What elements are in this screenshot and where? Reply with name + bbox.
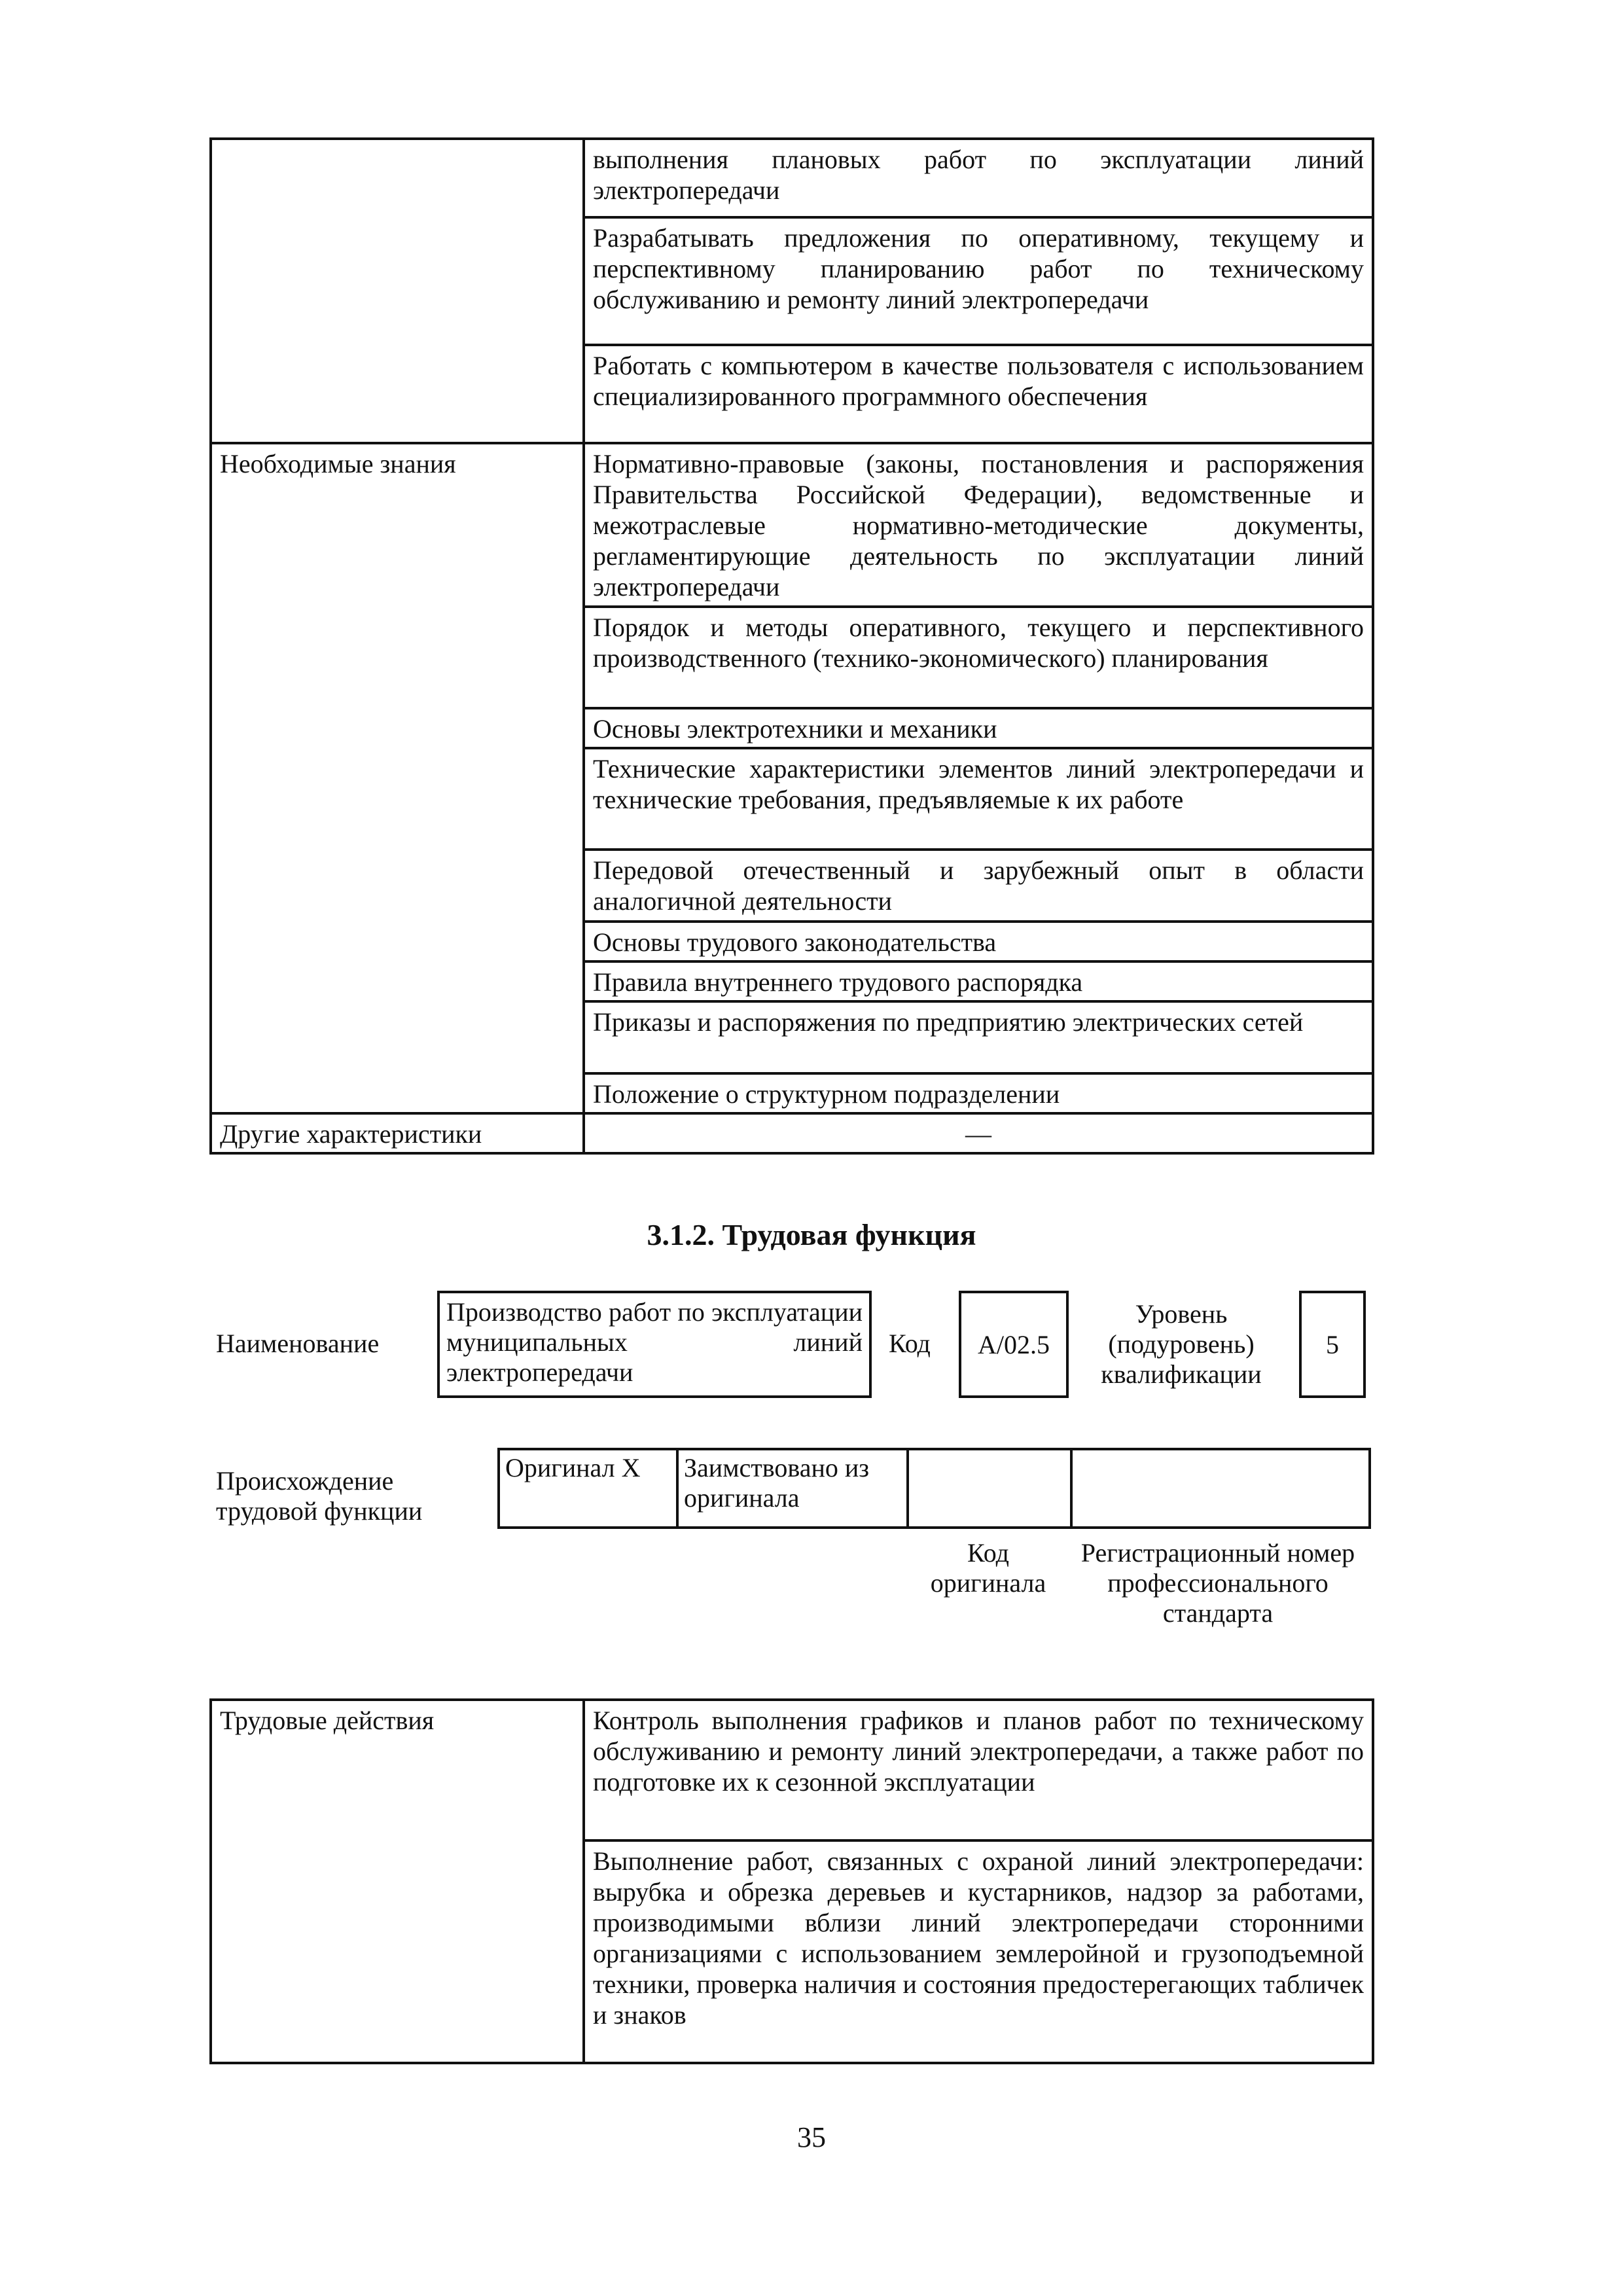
name-label: Наименование	[216, 1329, 380, 1358]
other-label: Другие характеристики	[211, 1113, 584, 1153]
original-mark: X	[621, 1453, 641, 1482]
code-label: Код	[889, 1329, 931, 1358]
knowledge-table	[209, 137, 1374, 1155]
code-value: A/02.5	[978, 1330, 1050, 1359]
action-item: Контроль выполнения графиков и планов работ по техническому обслуживанию и ремонту линий электропередачи, а также работ по подготовке их к сезонной эксплуатации	[584, 1700, 1373, 1840]
section-heading: 3.1.2. Трудовая функция	[647, 1218, 976, 1251]
page-number: 35	[797, 2121, 826, 2153]
knowledge-item: Положение о структурном подразделении	[584, 1073, 1373, 1113]
knowledge-label: Необходимые знания	[211, 443, 584, 1113]
knowledge-item: Порядок и методы оперативного, текущего и перспективного производственного (технико-экономического) планирования	[584, 607, 1373, 708]
knowledge-item: Правила внутреннего трудового распорядка	[584, 961, 1373, 1001]
skill-item: Работать с компьютером в качестве пользователя с использованием специализированного программного обеспечения	[584, 345, 1373, 443]
action-item: Выполнение работ, связанных с охраной линий электропередачи: вырубка и обрезка деревьев и кустарников, надзор за работами, производимыми вблизи линий электропередачи сторонними организациями с использованием землеройной и грузоподъемной техники, проверка наличия и состояния предостерегающих табличек и знаков	[584, 1840, 1373, 2063]
level-label: Уровень (подуровень) квалификации	[1101, 1299, 1262, 1389]
knowledge-item: Приказы и распоряжения по предприятию электрических сетей	[584, 1001, 1373, 1073]
knowledge-item: Основы трудового законодательства	[584, 922, 1373, 961]
borrowed-label: Заимствовано из оригинала	[684, 1453, 870, 1513]
skill-item: выполнения плановых работ по эксплуатации линий электропередачи	[584, 139, 1373, 217]
knowledge-item: Технические характеристики элементов линий электропередачи и технические требования, предъявляемые к их работе	[584, 748, 1373, 850]
name-value-box	[437, 1291, 872, 1398]
original-cell	[500, 1450, 679, 1526]
code-caption: Код оригинала	[930, 1538, 1046, 1598]
level-value-box	[1299, 1291, 1366, 1398]
skill-item: Разрабатывать предложения по оперативному, текущему и перспективному планированию работ по техническому обслуживанию и ремонту линий электропередачи	[584, 217, 1373, 345]
knowledge-item: Основы электротехники и механики	[584, 708, 1373, 748]
actions-label: Трудовые действия	[211, 1700, 584, 2063]
knowledge-item: Передовой отечественный и зарубежный опыт в области аналогичной деятельности	[584, 850, 1373, 922]
original-label: Оригинал	[505, 1453, 615, 1482]
labor-actions-table	[209, 1698, 1374, 2064]
registration-number-cell	[1073, 1450, 1368, 1526]
code-value-box	[959, 1291, 1069, 1398]
other-value: —	[584, 1113, 1373, 1153]
skills-label-cell	[211, 139, 584, 443]
level-value: 5	[1326, 1330, 1339, 1359]
knowledge-item: Нормативно-правовые (законы, постановления и распоряжения Правительства Российской Федерации), ведомственные и межотраслевые нормативно-методические документы, регламентирующие деятельность по эксплуатации линий электропередачи	[584, 443, 1373, 607]
borrowed-cell	[679, 1450, 909, 1526]
reg-caption: Регистрационный номер профессионального стандарта	[1080, 1538, 1355, 1628]
name-value: Производство работ по эксплуатации муниципальных линий электропередачи	[446, 1297, 863, 1387]
origin-label: Происхождение трудовой функции	[216, 1466, 423, 1526]
origin-table	[497, 1448, 1371, 1529]
original-code-cell	[909, 1450, 1073, 1526]
